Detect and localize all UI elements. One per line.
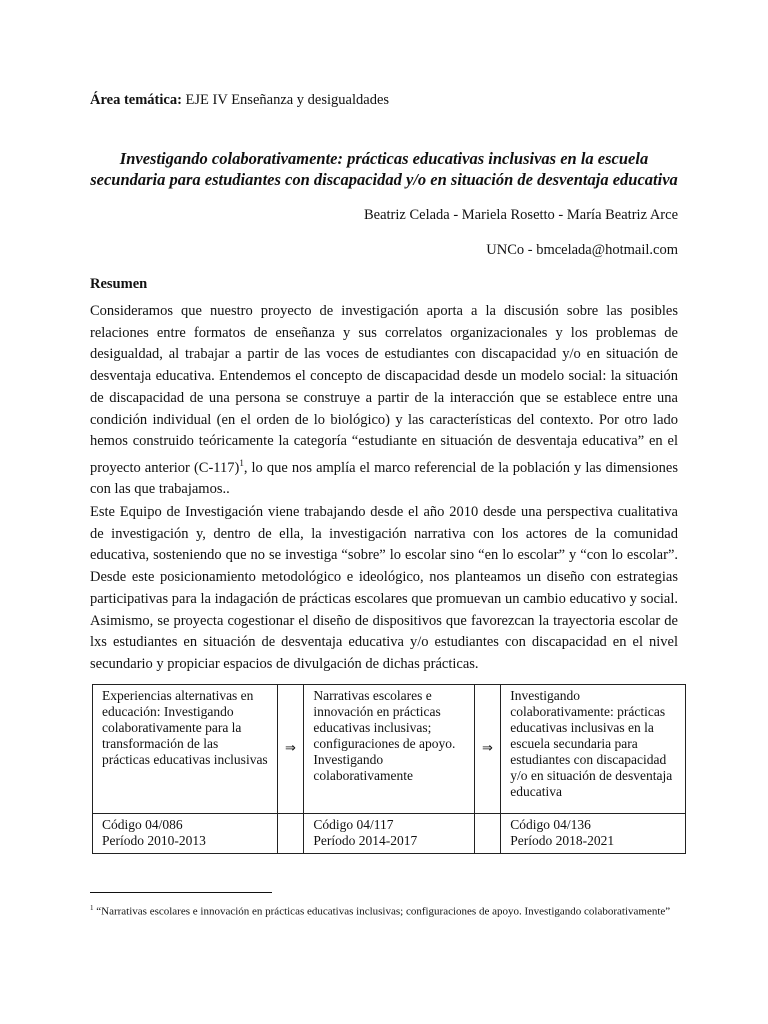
abstract-paragraph-1 <box>90 301 678 501</box>
section-heading: Resumen <box>90 276 148 292</box>
abstract-paragraph-2: Este Equipo de Investigación viene trabajando desde el año 2010 desde una perspectiva cualitativa de investigación y, dentro de ella, la investigación narrativa con los actores de la comunidad educativa, sosteniendo que no se investiga “sobre” lo escolar sino “en lo escolar” y “con lo escolar”. Desde este posicionamiento metodológico e ideológico, nos planteamos un diseño con estrategias participativas para la indagación de prácticas escolares que promuevan un cambio educativo y social. Asimismo, se proyecta cogestionar el diseño de dispositivos que favorezcan la trayectoria escolar de lxs estudiantes en situación de desventaja educativa y/o estudiantes con discapacidad en el nivel secundario y propiciar espacios de divulgación de dichas prácticas. <box>90 504 678 672</box>
project-code-cell <box>93 814 278 854</box>
project-period: Período 2018-2021 <box>510 833 615 848</box>
affiliation: UNCo - bmcelada@hotmail.com <box>486 242 678 258</box>
authors: Beatriz Celada - Mariela Rosetto - María Beatriz Arce <box>363 207 678 223</box>
empty-cell <box>474 814 501 854</box>
project-code: Código 04/117 <box>313 817 394 832</box>
project-period: Período 2014-2017 <box>313 833 418 848</box>
project-code: Código 04/136 <box>510 817 591 832</box>
project-code-cell <box>304 814 474 854</box>
paper-title: Investigando colaborativamente: prácticas educativas inclusivas en la escuela secundaria para estudiantes con discapacidad y/o en situación de desventaja educativa <box>90 149 678 189</box>
project-name-cell: Experiencias alternativas en educación: Investigando colaborativamente para la transformación de las prácticas educativas inclusivas <box>93 685 278 814</box>
project-period: Período 2010-2013 <box>102 833 206 848</box>
projects-table <box>92 684 686 854</box>
thematic-area <box>90 92 389 109</box>
thematic-area-label: Área temática: <box>90 92 182 108</box>
footnote-divider <box>90 892 272 893</box>
project-name-cell: Narrativas escolares e innovación en prácticas educativas inclusivas; configuraciones de apoyo. Investigando colaborativamente <box>304 685 474 814</box>
project-name-cell: Investigando colaborativamente: prácticas educativas inclusivas en la escuela secundaria para estudiantes con discapacidad y/o en situación de desventaja educativa <box>501 685 686 814</box>
paragraph-1-text-end: , lo que nos amplía el marco referencial de la población y las dimensiones con las que trabajamos.. <box>90 459 678 498</box>
table-row <box>93 685 686 814</box>
footnote <box>90 901 678 920</box>
project-code-cell <box>501 814 686 854</box>
table-row <box>93 814 686 854</box>
footnote-reference[interactable]: 1 <box>239 457 244 468</box>
thematic-area-value: EJE IV Enseñanza y desigualdades <box>181 92 390 108</box>
paragraph-1-text: Consideramos que nuestro proyecto de investigación aporta a la discusión sobre las posibles relaciones entre formatos de enseñanza y sus correlatos organizacionales y los problemas de desigualdad, al trabajar a partir de las voces de estudiantes con discapacidad y/o en situación de desventaja educativa. Entendemos el concepto de discapacidad desde un modelo social: la situación de discapacidad de una persona se construye a partir de la interacción que se establece entre una condición individual (en el orden de lo biológico) y las características del contexto. Por otro lado hemos construido teóricamente la categoría “estudiante en situación de desventaja educativa” en el proyecto anterior (C-117) <box>90 303 678 476</box>
right-arrow-icon: ⇒ <box>474 685 501 814</box>
project-code: Código 04/086 <box>102 817 183 832</box>
footnote-text: “Narrativas escolares e innovación en prácticas educativas inclusivas; configuraciones de apoyo. Investigando colaborativamente” <box>93 905 671 918</box>
footnote-mark: 1 <box>90 904 94 912</box>
empty-cell <box>277 814 304 854</box>
right-arrow-icon: ⇒ <box>277 685 304 814</box>
